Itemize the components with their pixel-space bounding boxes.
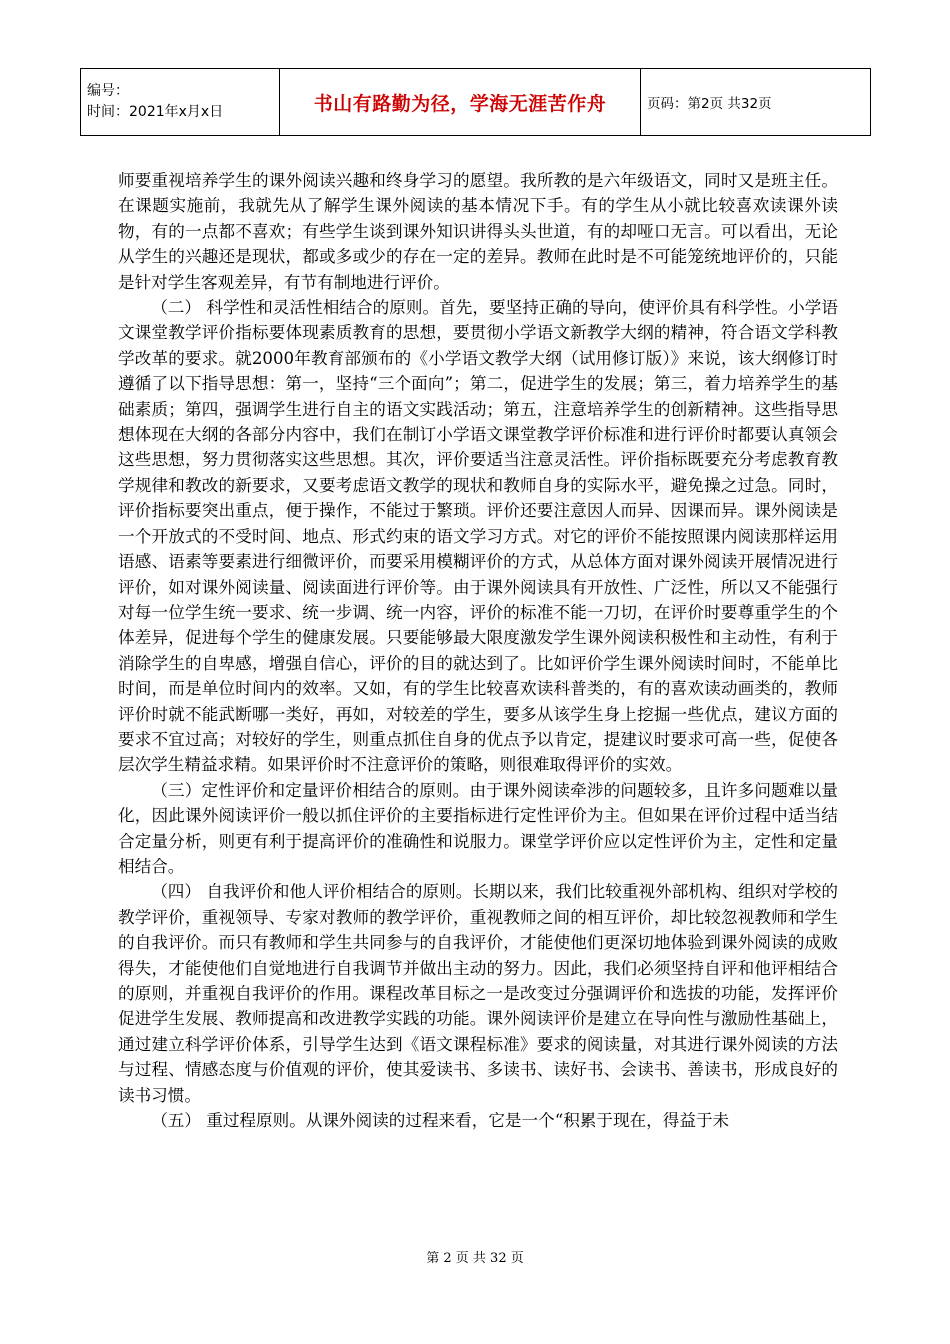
paragraph-continuation: 师要重视培养学生的课外阅读兴趣和终身学习的愿望。我所教的是六年级语文，同时又是班主任。在课题实施前，我就先从了解学生课外阅读的基本情况下手。有的学生从小就比较喜欢读课外读物，有的一点都不喜欢；有些学生谈到课外知识讲得头头世道，有的却哑口无言。可以看出，无论从学生的兴趣还是现状，都或多或少的存在一定的差异。教师在此时是不可能笼统地评价的，只能是针对学生客观差异，有节有制地进行评价。	[118, 171, 838, 292]
paragraph-principle-2: （二） 科学性和灵活性相结合的原则。首先，要坚持正确的导向，使评价具有科学性。小学语文课堂教学评价指标要体现素质教育的思想，要贯彻小学语文新教学大纲的精神，符合语文学科教学改革的要求。就2000年教育部颁布的《小学语文教学大纲（试用修订版）》来说，该大纲修订时遵循了以下指导思想：第一，坚持“三个面向”；第二，促进学生的发展；第三，着力培养学生的基础素质；第四，强调学生进行自主的语文实践活动；第五，注意培养学生的创新精神。这些指导思想体现在大纲的各部分内容中，我们在制订小学语文课堂教学评价标准和进行评价时都要认真领会这些思想，努力贯彻落实这些思想。其次，评价要适当注意灵活性。评价指标既要充分考虑教育教学规律和教改的新要求，又要考虑语文教学的现状和教师自身的实际水平，避免操之过急。同时，评价指标要突出重点，便于操作，不能过于繁琐。评价还要注意因人而异、因课而异。课外阅读是一个开放式的不受时间、地点、形式约束的语文学习方式。对它的评价不能按照课内阅读那样运用语感、语素等要素进行细微评价，而要采用模糊评价的方式，从总体方面对课外阅读开展情况进行评价，如对课外阅读量、阅读面进行评价等。由于课外阅读具有开放性、广泛性，所以又不能强行对每一位学生统一要求、统一步调、统一内容，评价的标准不能一刀切，在评价时要尊重学生的个体差异，促进每个学生的健康发展。只要能够最大限度激发学生课外阅读积极性和主动性，有利于消除学生的自卑感，增强自信心，评价的目的就达到了。比如评价学生课外阅读时间时，不能单比时间，而是单位时间内的效率。又如，有的学生比较喜欢读科普类的，有的喜欢读动画类的，教师评价时就不能武断哪一类好，再如，对较差的学生，要多从该学生身上挖掘一些优点，建议方面的要求不宜过高；对较好的学生，则重点抓住自身的优点予以肯定，提建议时要求可高一些，促使各层次学生精益求精。如果评价时不注意评价的策略，则很难取得评价的实效。	[118, 298, 838, 775]
paragraph-principle-3: （三）定性评价和定量评价相结合的原则。由于课外阅读牵涉的问题较多，且许多问题难以量化，因此课外阅读评价一般以抓住评价的主要指标进行定性评价为主。但如果在评价过程中适当结合定量分析，则更有利于提高评价的准确性和说服力。课堂学评价应以定性评价为主，定性和定量相结合。	[118, 780, 838, 876]
paragraph-principle-4: （四） 自我评价和他人评价相结合的原则。长期以来，我们比较重视外部机构、组织对学校的教学评价，重视领导、专家对教师的教学评价，重视教师之间的相互评价，却比较忽视教师和学生的自我评价。而只有教师和学生共同参与的自我评价，才能使他们更深切地体验到课外阅读的成败得失，才能使他们自觉地进行自我调节并做出主动的努力。因此，我们必须坚持自评和他评相结合的原则，并重视自我评价的作用。课程改革目标之一是改变过分强调评价和选拔的功能，发挥评价促进学生发展、教师提高和改进教学实践的功能。课外阅读评价是建立在导向性与激励性基础上，通过建立科学评价体系，引导学生达到《语文课程标准》要求的阅读量，对其进行课外阅读的方法与过程、情感态度与价值观的评价，使其爱读书、多读书、读好书、会读书、善读书，形成良好的读书习惯。	[118, 882, 838, 1105]
paragraph-principle-5: （五） 重过程原则。从课外阅读的过程来看，它是一个“积累于现在，得益于未	[151, 1111, 730, 1131]
document-body	[118, 168, 838, 1133]
page-footer: 第 2 页 共 32 页	[426, 1251, 524, 1266]
header-page-info: 页码：第2页 共32页	[641, 69, 871, 136]
document-time-label: 时间：2021年x月x日	[87, 104, 224, 120]
document-number-label: 编号：	[87, 83, 129, 99]
page-header	[80, 68, 871, 136]
header-meta	[81, 69, 280, 136]
header-motto: 书山有路勤为径，学海无涯苦作舟	[280, 69, 641, 136]
